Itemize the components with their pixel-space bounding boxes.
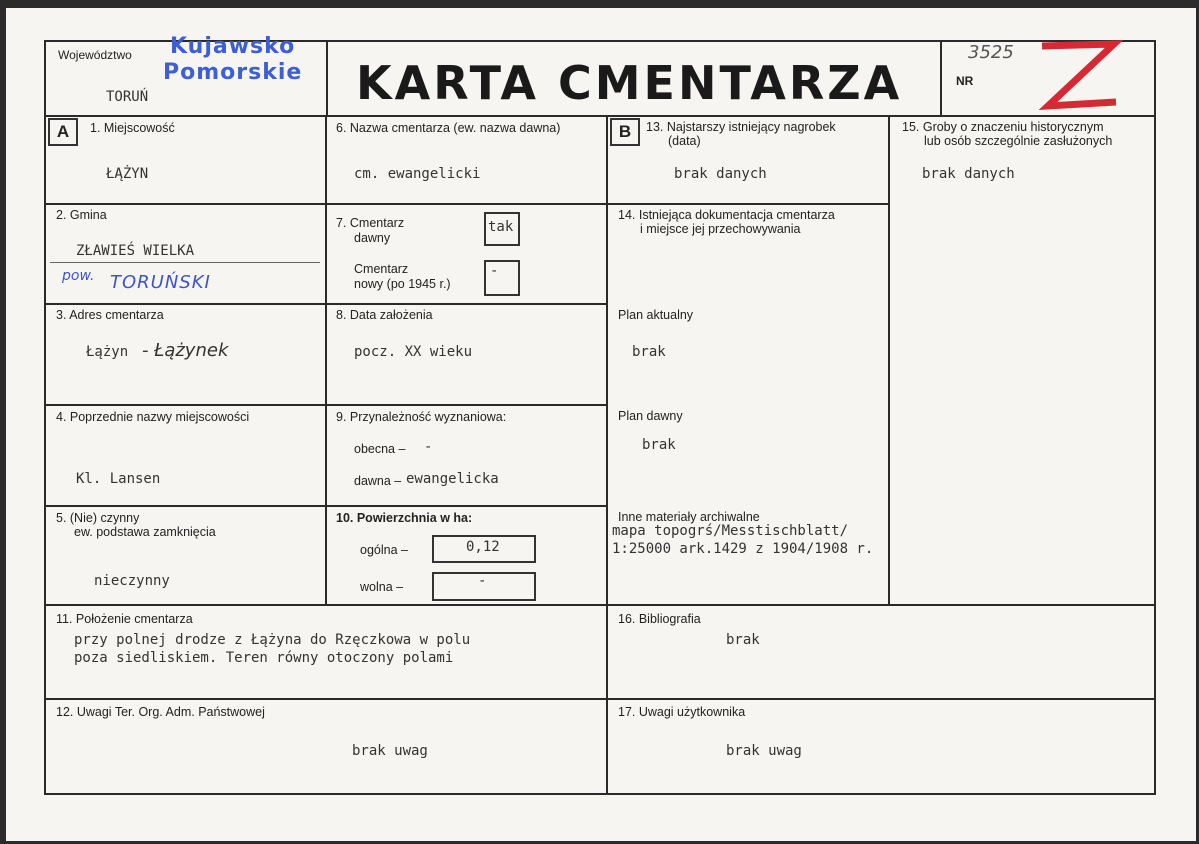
col-divider-3 xyxy=(888,115,890,605)
f9-dawna-value: ewangelicka xyxy=(406,471,499,487)
f1-label: 1. Miejscowość xyxy=(90,121,175,135)
f2-hand-pow: pow. xyxy=(62,268,95,284)
f7-nowy-1: Cmentarz xyxy=(354,262,409,276)
f17-value: brak uwag xyxy=(726,743,802,759)
f4-label: 4. Poprzednie nazwy miejscowości xyxy=(56,410,250,424)
f12-value: brak uwag xyxy=(352,743,428,759)
row-line-4 xyxy=(44,505,608,507)
f17-label: 17. Uwagi użytkownika xyxy=(618,705,746,719)
f2-label: 2. Gmina xyxy=(56,208,107,222)
f5-label-1: 5. (Nie) czynny xyxy=(56,511,140,525)
inne-value-1: mapa topogrś/Messtischblatt/ xyxy=(612,523,849,539)
f14-label-1: 14. Istniejąca dokumentacja cmentarza xyxy=(618,208,835,222)
f7-nowy-2: nowy (po 1945 r.) xyxy=(354,277,451,291)
f4-value: Kl. Lansen xyxy=(76,471,161,487)
f15-value: brak danych xyxy=(922,166,1015,182)
row-line-11 xyxy=(44,604,1156,606)
row-line-12 xyxy=(44,698,1156,700)
f11-value-1: przy polnej drodze z Łążyna do Rzęczkowa w polu xyxy=(74,632,471,648)
f9-obecna-value: - xyxy=(424,439,433,455)
inne-value-2: 1:25000 ark.1429 z 1904/1908 r. xyxy=(612,541,874,557)
gmina-underline xyxy=(50,262,320,263)
section-b-badge: B xyxy=(610,118,640,146)
f7-nowy-value: - xyxy=(490,263,499,279)
f15-label-1: 15. Groby o znaczeniu historycznym xyxy=(902,120,1104,134)
card-title: KARTA CMENTARZA xyxy=(356,56,903,110)
f10-ogolna-value: 0,12 xyxy=(466,539,500,555)
f10-wolna-value: - xyxy=(478,573,487,589)
f14-label-2: i miejsce jej przechowywania xyxy=(640,222,801,236)
frame-right xyxy=(1154,40,1156,794)
section-a-badge: A xyxy=(48,118,78,146)
stamp-line-1: Kujawsko xyxy=(170,34,296,59)
f9-dawna-label: dawna – xyxy=(354,474,402,488)
f13-label-2: (data) xyxy=(668,134,701,148)
f11-value-2: poza siedliskiem. Teren równy otoczony polami xyxy=(74,650,454,666)
row-line-13 xyxy=(606,203,890,205)
f3-value: Łążyn xyxy=(86,344,129,360)
row-line-2 xyxy=(44,303,608,305)
f3-hand: - Łążynek xyxy=(142,340,229,361)
f10-ogolna-label: ogólna – xyxy=(360,543,408,557)
nr-label: NR xyxy=(956,74,974,88)
f11-label: 11. Położenie cmentarza xyxy=(56,612,193,626)
f9-obecna-label: obecna – xyxy=(354,442,406,456)
nr-handwritten: 3525 xyxy=(968,42,1014,63)
plan-aktualny-value: brak xyxy=(632,344,666,360)
f13-label-1: 13. Najstarszy istniejący nagrobek xyxy=(646,120,836,134)
f2-value: ZŁAWIEŚ WIELKA xyxy=(76,243,195,259)
f3-label: 3. Adres cmentarza xyxy=(56,308,164,322)
f9-label: 9. Przynależność wyznaniowa: xyxy=(336,410,507,424)
f12-label: 12. Uwagi Ter. Org. Adm. Państwowej xyxy=(56,705,265,719)
header-divider-2 xyxy=(940,40,942,116)
col-divider-1 xyxy=(325,115,327,605)
f10-wolna-label: wolna – xyxy=(360,580,404,594)
f10-label: 10. Powierzchnia w ha: xyxy=(336,511,473,525)
row-line-3 xyxy=(44,404,608,406)
f7-label-1: 7. Cmentarz xyxy=(336,216,405,230)
frame-left xyxy=(44,40,46,794)
f13-value: brak danych xyxy=(674,166,767,182)
f1-value: ŁĄŻYN xyxy=(106,166,149,182)
frame-bottom xyxy=(44,793,1156,795)
plan-dawny-value: brak xyxy=(642,437,676,453)
f15-label-2: lub osób szczególnie zasłużonych xyxy=(924,134,1113,148)
inne-label: Inne materiały archiwalne xyxy=(618,510,760,524)
f8-label: 8. Data założenia xyxy=(336,308,433,322)
stamp-line-2: Pomorskie xyxy=(163,60,303,85)
f7-dawny-value: tak xyxy=(488,219,514,235)
f8-value: pocz. XX wieku xyxy=(354,344,473,360)
wojewodztwo-label: Województwo xyxy=(58,48,132,62)
header-divider-1 xyxy=(326,40,328,116)
f16-value: brak xyxy=(726,632,760,648)
plan-dawny-label: Plan dawny xyxy=(618,409,683,423)
f6-label: 6. Nazwa cmentarza (ew. nazwa dawna) xyxy=(336,121,561,135)
f16-label: 16. Bibliografia xyxy=(618,612,701,626)
f5-label-2: ew. podstawa zamknięcia xyxy=(74,525,216,539)
plan-aktualny-label: Plan aktualny xyxy=(618,308,694,322)
f5-value: nieczynny xyxy=(94,573,170,589)
f7-label-2: dawny xyxy=(354,231,391,245)
big-z-mark xyxy=(1034,38,1124,114)
f6-value: cm. ewangelicki xyxy=(354,166,481,182)
header-bottom xyxy=(44,115,1156,117)
row-line-1 xyxy=(44,203,608,205)
wojewodztwo-value: TORUŃ xyxy=(106,89,149,105)
col-divider-2 xyxy=(606,115,608,793)
f2-hand-value: TORUŃSKI xyxy=(110,272,211,293)
